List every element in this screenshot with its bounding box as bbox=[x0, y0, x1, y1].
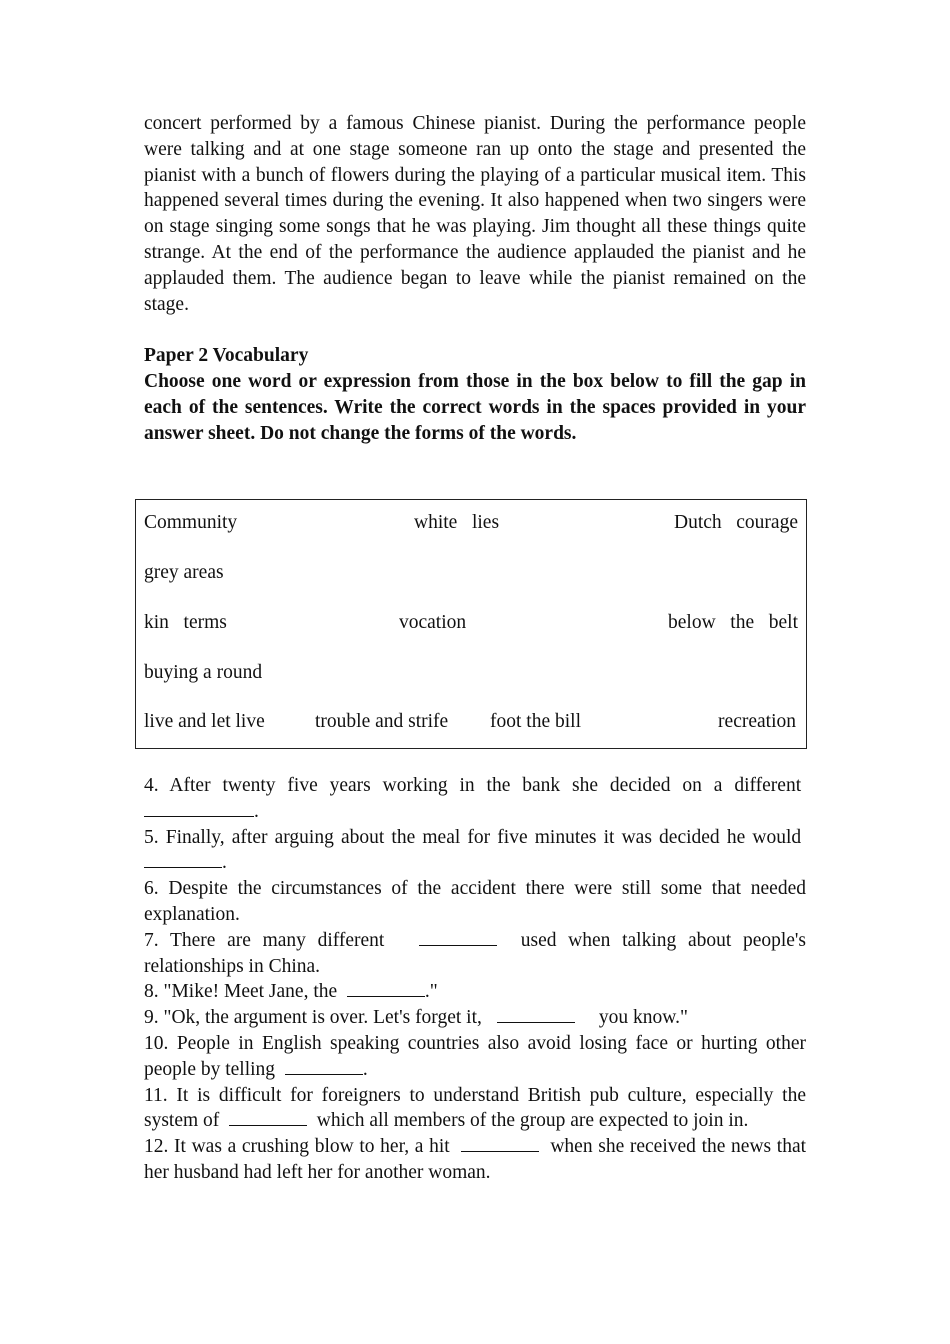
word-option: live and let live bbox=[144, 711, 265, 732]
word-box-row bbox=[144, 660, 798, 686]
word-box-row bbox=[144, 610, 798, 636]
question-text-end: ." bbox=[424, 981, 438, 1003]
intro-paragraph: concert performed by a famous Chinese pianist. During the performance people were talking and at one stage someone ran up onto the stage and presented the pianist with a bunch of flowers during the playing of a particular musical item. This happened several times during the evening. It also happened when two singers were on stage singing some songs that he was playing. Jim thought all these things quite strange. At the end of the performance the audience applauded the pianist and he applauded them. The audience began to leave while the pianist remained on the stage. bbox=[144, 113, 806, 315]
question-text: 7. There are many different bbox=[144, 929, 385, 951]
question-list bbox=[144, 773, 806, 1186]
question-6 bbox=[144, 876, 806, 928]
question-text: 8. "Mike! Meet Jane, the bbox=[144, 981, 338, 1003]
answer-blank[interactable] bbox=[461, 1134, 539, 1152]
section-title: Paper 2 Vocabulary bbox=[144, 345, 309, 367]
word-option: recreation bbox=[718, 711, 796, 732]
question-5 bbox=[144, 825, 806, 877]
word-option: white lies bbox=[414, 512, 500, 533]
answer-blank[interactable] bbox=[144, 850, 222, 868]
question-text-end: when she received the news that her husband had left her for another woman. bbox=[144, 1136, 807, 1183]
question-text-end: you know." bbox=[598, 1007, 688, 1029]
question-text: 11. It is difficult for foreigners to understand British pub culture, especially the system of bbox=[144, 1084, 806, 1132]
question-text: 4. After twenty five years working in the bank she decided on a different bbox=[144, 775, 802, 796]
word-option: Community bbox=[144, 512, 238, 533]
question-text-end: . bbox=[254, 800, 259, 822]
question-text: 9. "Ok, the argument is over. Let's forget it, bbox=[144, 1007, 482, 1029]
word-option: trouble and strife bbox=[315, 711, 449, 732]
word-box-row bbox=[144, 709, 798, 735]
question-text-end: which all members of the group are expected to join in. bbox=[316, 1110, 749, 1132]
question-text: 12. It was a crushing blow to her, a hit bbox=[144, 1136, 450, 1158]
word-option: grey areas bbox=[144, 562, 224, 583]
word-option: kin terms bbox=[144, 612, 227, 633]
question-11 bbox=[144, 1083, 806, 1135]
question-text: 5. Finally, after arguing about the meal for five minutes it was decided he would bbox=[144, 826, 802, 848]
question-text: 6. Despite the circumstances of the accident there were still some that needed explanation. bbox=[144, 878, 806, 925]
answer-blank[interactable] bbox=[229, 1108, 307, 1126]
word-option: Dutch courage bbox=[674, 512, 798, 533]
answer-blank[interactable] bbox=[497, 1005, 575, 1023]
word-box-row bbox=[144, 510, 798, 536]
word-option: below the belt bbox=[668, 612, 798, 633]
word-option: vocation bbox=[399, 612, 467, 633]
question-12 bbox=[144, 1134, 806, 1186]
word-option: buying a round bbox=[144, 662, 263, 683]
word-option: foot the bill bbox=[490, 711, 581, 732]
question-9 bbox=[144, 1005, 806, 1031]
question-7 bbox=[144, 928, 806, 980]
question-10 bbox=[144, 1031, 806, 1083]
question-8 bbox=[144, 979, 806, 1005]
word-box bbox=[135, 499, 807, 749]
answer-blank[interactable] bbox=[347, 979, 425, 997]
answer-blank[interactable] bbox=[419, 928, 497, 946]
document-body bbox=[144, 111, 806, 447]
question-4 bbox=[144, 773, 806, 825]
answer-blank[interactable] bbox=[144, 799, 254, 817]
question-text-end: used when talking about people's relationships in China. bbox=[144, 929, 807, 977]
word-box-row bbox=[144, 560, 798, 586]
question-text-end: . bbox=[222, 852, 227, 874]
question-text-end: . bbox=[362, 1058, 368, 1080]
question-text: 10. People in English speaking countries also avoid losing face or hurting other people by telling bbox=[144, 1032, 806, 1080]
answer-blank[interactable] bbox=[285, 1057, 363, 1075]
section-instructions: Choose one word or expression from those in the box below to fill the gap in each of the sentences. Write the correct words in the spaces provided in your answer sheet. Do not change the forms of the words. bbox=[144, 371, 806, 444]
